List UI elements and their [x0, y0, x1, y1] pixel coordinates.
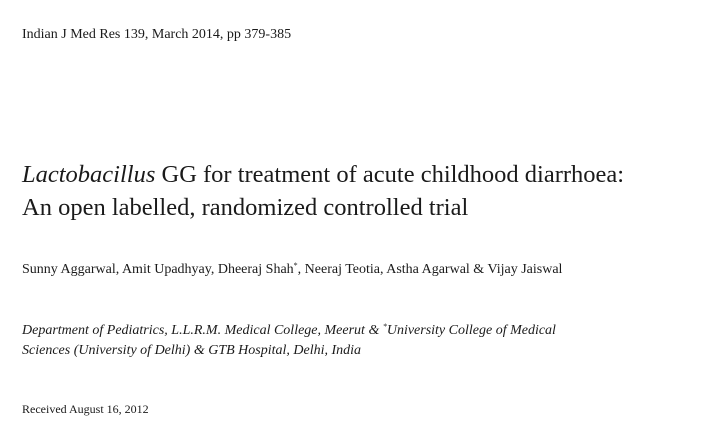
- title-line-1-rest: GG for treatment of acute childhood diarrhoea:: [155, 161, 625, 188]
- affiliation-line-1-part-1: Department of Pediatrics, L.L.R.M. Medical College, Meerut &: [22, 323, 383, 338]
- affiliation-line-1: [22, 321, 692, 341]
- affiliation-line-1-part-2: University College of Medical: [386, 323, 556, 338]
- title-italic-genus: Lactobacillus: [22, 161, 156, 188]
- author-list: [22, 261, 562, 279]
- authors-part-1: Sunny Aggarwal, Amit Upadhyay, Dheeraj Shah: [22, 262, 294, 277]
- affiliation: [22, 321, 692, 361]
- title-line-1: [22, 158, 702, 191]
- affiliation-marker: *: [382, 322, 387, 331]
- journal-citation: Indian J Med Res 139, March 2014, pp 379-385: [22, 27, 292, 42]
- article-title: [22, 158, 702, 224]
- author-marker: *: [293, 261, 298, 270]
- authors-part-2: , Neeraj Teotia, Astha Agarwal & Vijay Jaiswal: [297, 262, 563, 277]
- title-line-2: An open labelled, randomized controlled trial: [22, 194, 469, 221]
- received-date: Received August 16, 2012: [22, 402, 149, 416]
- affiliation-line-2: Sciences (University of Delhi) & GTB Hospital, Delhi, India: [22, 343, 362, 358]
